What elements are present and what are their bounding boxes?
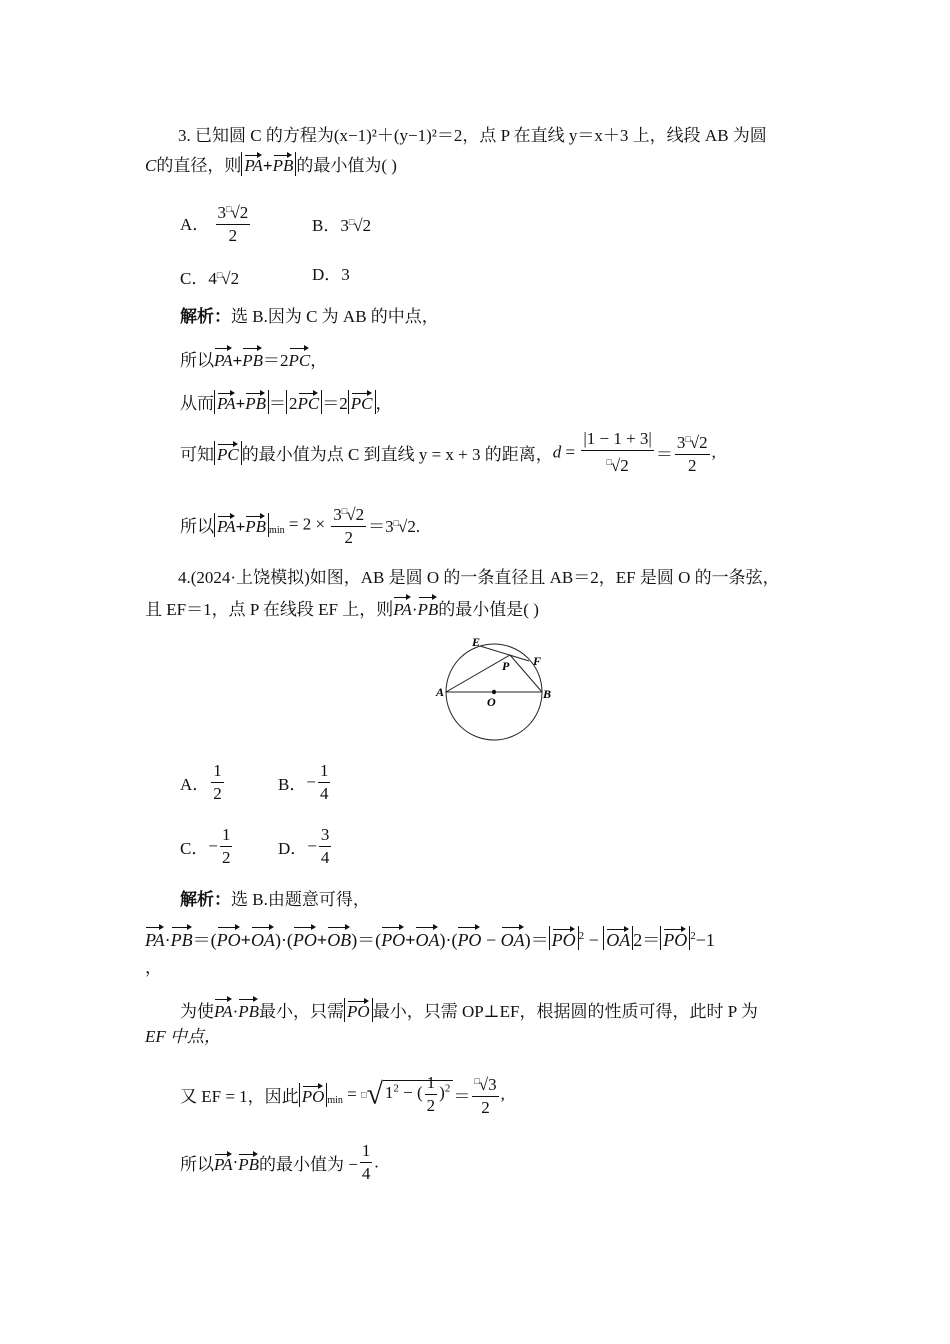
segment-ap: [446, 655, 510, 692]
label-o: O: [487, 695, 496, 709]
q3-solution-5: 所以 PA+PB $_{min}$ = 2 × $\frac{3^□√2}{2}$ ＝3□√2.: [180, 500, 420, 549]
q4-option-d: D．− $\frac{3}{4}$: [278, 825, 330, 867]
q4-solution-2: PA·PB＝(PO+OA)·(PO+OB)＝(PO+OA)·(PO − OA)＝ PO $^2$ − OA 2＝ PO $^2$−1: [145, 924, 715, 952]
q4-solution-5: 所以PA·PB的最小值为 − $\frac{1}{4}$ .: [180, 1141, 379, 1183]
q3-option-c: C．4□√2: [180, 269, 240, 288]
q4-stem-line2: 且 EF＝1，点 P 在线段 EF 上，则PA·PB的最小值是( ): [145, 594, 539, 622]
q4-option-a: A． $\frac{1}{2}$: [180, 761, 222, 803]
q3-solution-1: 解析：选 B.因为 C 为 AB 的中点，: [180, 307, 439, 326]
q4-option-c: C．− $\frac{1}{2}$: [180, 825, 231, 867]
q3-solution-2: 所以PA+PB＝2PC，: [180, 345, 327, 373]
q3-solution-4: 可知 PC 的最小值为点 C 到直线 y = x + 3 的距离，d = $\frac{|1 - 1 + 3|}{^□√2}$ ＝ $\frac{3^□√2}{2}$ ,: [180, 429, 716, 475]
q3-solution-label: 解析：: [180, 307, 231, 326]
q3-stem-line2: C的直径，则 PA+PB 的最小值为( ): [145, 152, 397, 178]
q3-stem-line2-post: 的最小值为( ): [296, 156, 397, 175]
q4-solution-1: 解析：选 B.由题意可得，: [180, 890, 370, 909]
q3-option-a-frac: $\frac{3^□√2}{2}$: [216, 198, 251, 247]
center-o-dot: [492, 690, 496, 694]
q3-solution-3: 从而 PA+PB ＝ 2PC ＝2 PC ，: [180, 390, 393, 416]
label-e: E: [472, 635, 481, 649]
q4-solution-2-comma: ，: [145, 958, 162, 977]
label-p: P: [502, 659, 510, 673]
label-f: F: [533, 654, 542, 668]
q3-option-a: A． $\frac{3^□√2}{2}$: [180, 198, 252, 247]
q3-stem-text: 3. 已知圆 C 的方程为(x−1)²＋(y−1)²＝2，点 P 在直线 y＝x＋3 上，线段 AB 为圆: [178, 126, 767, 145]
label-a: A: [436, 685, 445, 699]
q4-solution-3b: EF 中点，: [145, 1027, 222, 1046]
q4-solution-3: 为使PA·PB最小，只需 PO 最小，只需 OP⊥EF，根据圆的性质可得，此时 P 为: [180, 996, 758, 1024]
q4-stem-line1: 4.(2024·上饶模拟)如图，AB 是圆 O 的一条直径且 AB＝2，EF 是圆 O 的一条弦，: [178, 568, 780, 587]
q3-option-d: D．3: [312, 265, 350, 284]
q3-stem-line2-pre: 的直径，则: [156, 156, 242, 175]
q4-circle-figure: [432, 632, 562, 742]
q3-stem-line1: [178, 124, 767, 148]
label-b: B: [543, 687, 552, 701]
q3-option-b: B．3□√2: [312, 216, 372, 235]
q4-option-b: B．− $\frac{1}{4}$: [278, 761, 329, 803]
q3-abs-pa-pb: PA+PB: [241, 152, 296, 176]
q4-solution-4: 又 EF = 1，因此 PO $_{min}$ = □√ $1^2$ − ( $\frac{1}{2}$ )$^2$ ＝ $\frac{^□√3}{2}$ ,: [180, 1070, 505, 1119]
